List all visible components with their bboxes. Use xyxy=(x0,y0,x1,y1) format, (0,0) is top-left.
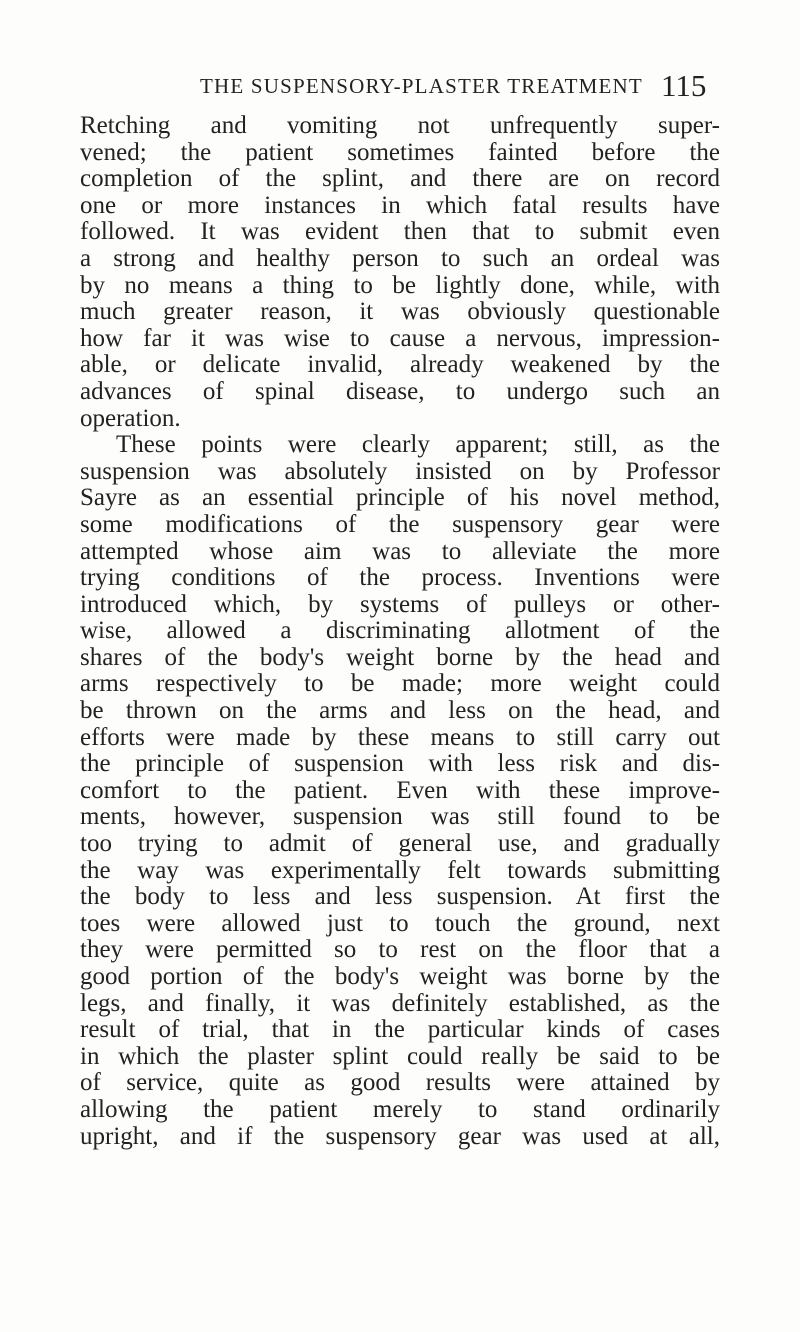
text-line: some modifications of the suspensory gear were xyxy=(80,510,720,538)
text-line: much greater reason, it was obviously questionable xyxy=(80,298,720,326)
text-line: be thrown on the arms and less on the head, and xyxy=(80,697,720,725)
text-line: how far it was wise to cause a nervous, impression- xyxy=(80,324,720,352)
text-line: introduced which, by systems of pulleys or other- xyxy=(80,590,720,618)
text-line: Sayre as an essential principle of his novel method, xyxy=(80,484,720,512)
text-line: ments, however, suspension was still found to be xyxy=(80,803,720,831)
text-line: These points were clearly apparent; still, as the xyxy=(116,431,720,459)
text-line: completion of the splint, and there are on record xyxy=(80,165,720,193)
text-line: efforts were made by these means to still carry out xyxy=(80,723,720,751)
text-line: arms respectively to be made; more weight could xyxy=(80,670,720,698)
text-line: too trying to admit of general use, and gradually xyxy=(80,830,720,858)
text-line: one or more instances in which fatal results have xyxy=(80,191,720,219)
text-line: suspension was absolutely insisted on by Professor xyxy=(80,457,720,485)
running-head: THE SUSPENSORY-PLASTER TREATMENT xyxy=(200,74,643,98)
text-line: result of trial, that in the particular kinds of cases xyxy=(80,1016,720,1044)
text-line: the body to less and less suspension. At first the xyxy=(80,883,720,911)
text-line: they were permitted so to rest on the floor that a xyxy=(80,936,720,964)
page-number: 115 xyxy=(661,68,707,103)
text-line: vened; the patient sometimes fainted before the xyxy=(80,138,720,166)
text-line: advances of spinal disease, to undergo such an xyxy=(80,377,720,405)
text-line: trying conditions of the process. Inventions were xyxy=(80,564,720,592)
text-line: in which the plaster splint could really be said to be xyxy=(80,1042,720,1070)
text-line: the way was experimentally felt towards submitting xyxy=(80,856,720,884)
body-text xyxy=(80,113,720,1150)
text-line: comfort to the patient. Even with these improve- xyxy=(80,776,720,804)
text-line: by no means a thing to be lightly done, while, with xyxy=(80,271,720,299)
text-line: legs, and finally, it was definitely established, as the xyxy=(80,989,720,1017)
text-line: toes were allowed just to touch the ground, next xyxy=(80,909,720,937)
text-line: operation. xyxy=(80,404,181,432)
text-line: upright, and if the suspensory gear was used at all, xyxy=(80,1122,720,1150)
text-line: Retching and vomiting not unfrequently super- xyxy=(80,112,720,139)
text-line: followed. It was evident then that to submit even xyxy=(80,218,720,246)
text-line: of service, quite as good results were attained by xyxy=(80,1069,720,1097)
text-line: attempted whose aim was to alleviate the more xyxy=(80,537,720,565)
text-line: wise, allowed a discriminating allotment of the xyxy=(80,617,720,645)
text-line: the principle of suspension with less risk and dis- xyxy=(80,750,720,778)
text-line: able, or delicate invalid, already weakened by the xyxy=(80,351,720,379)
text-line: good portion of the body's weight was borne by the xyxy=(80,963,720,990)
text-line: a strong and healthy person to such an ordeal was xyxy=(80,244,720,272)
text-line: shares of the body's weight borne by the head and xyxy=(80,643,720,671)
text-line: allowing the patient merely to stand ordinarily xyxy=(80,1095,720,1123)
